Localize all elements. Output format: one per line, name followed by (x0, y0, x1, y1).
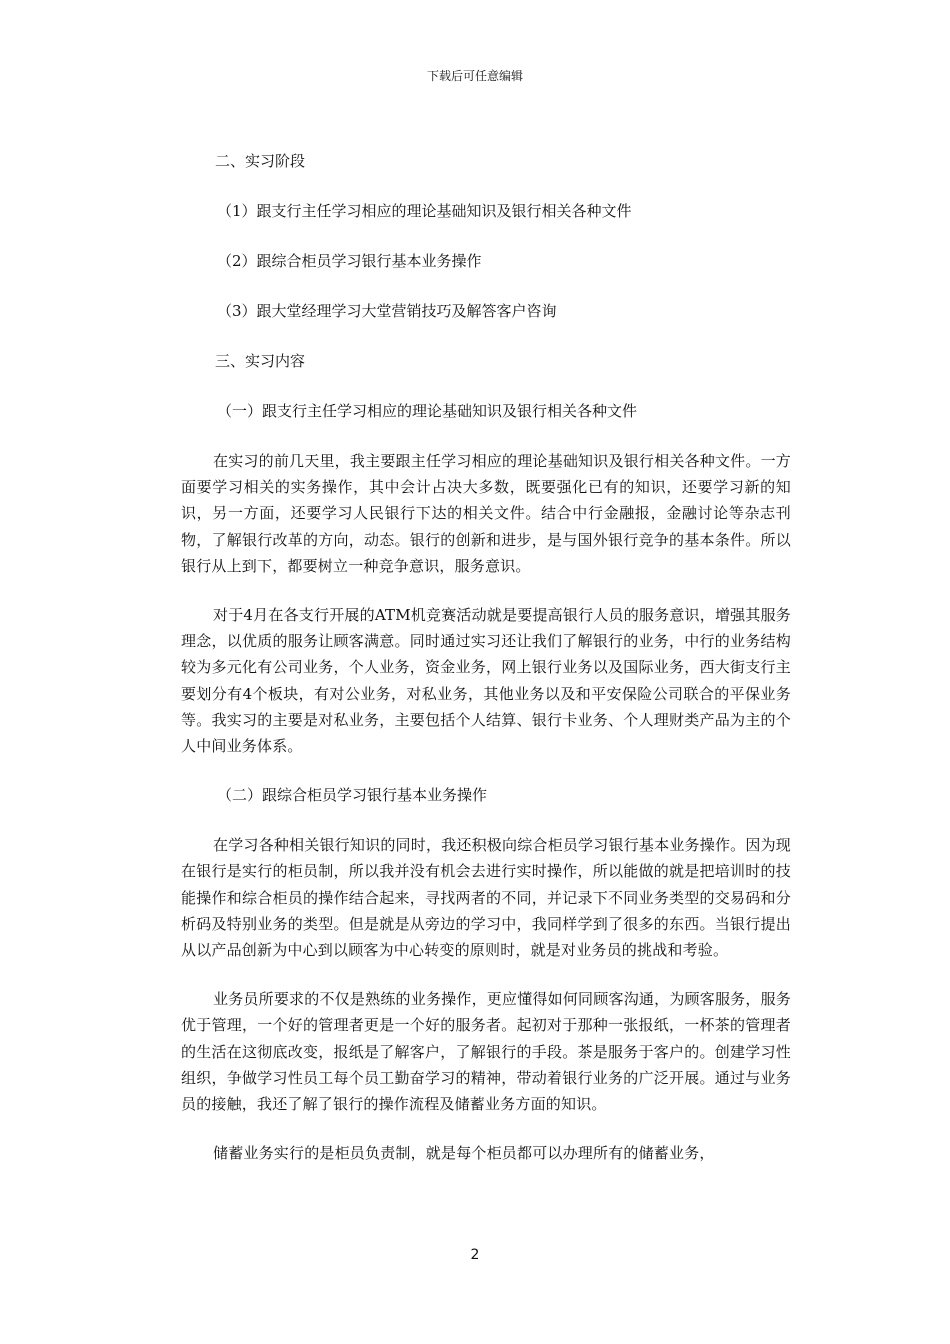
paragraph-4: 业务员所要求的不仅是熟练的业务操作，更应懂得如何同顾客沟通，为顾客服务，服务优于管理，一个好的管理者更是一个好的服务者。起初对于那种一张报纸，一杯茶的管理者的生活在这彻底改变，报纸是了解客户，了解银行的手段。茶是服务于客户的。创建学习性组织，争做学习性员工每个员工勤奋学习的精神，带动着银行业务的广泛开展。通过与业务员的接触，我还了解了银行的操作流程及储蓄业务方面的知识。 (181, 990, 791, 1114)
paragraph-3: 在学习各种相关银行知识的同时，我还积极向综合柜员学习银行基本业务操作。因为现在银行是实行的柜员制，所以我并没有机会去进行实时操作，所以能做的就是把培训时的技能操作和综合柜员的操作结合起来，寻找两者的不同，并记录下不同业务类型的交易码和分析码及特别业务的类型。但是就是从旁边的学习中，我同样学到了很多的东西。当银行提出从以产品创新为中心到以顾客为中心转变的原则时，就是对业务员的挑战和考验。 (181, 836, 791, 960)
header-note: 下载后可任意编辑 (426, 69, 523, 83)
document-body (181, 148, 791, 1189)
subheading-part-2: （二）跟综合柜员学习银行基本业务操作 (217, 786, 488, 805)
page-number: 2 (470, 1247, 480, 1263)
section-heading-internship-stage: 二、实习阶段 (215, 152, 306, 170)
section-heading-internship-content: 三、实习内容 (215, 352, 306, 370)
stage-item-1: （1）跟支行主任学习相应的理论基础知识及银行相关各种文件 (217, 202, 632, 220)
paragraph-5: 储蓄业务实行的是柜员负责制，就是每个柜员都可以办理所有的储蓄业务， (213, 1144, 715, 1163)
paragraph-1: 在实习的前几天里，我主要跟主任学习相应的理论基础知识及银行相关各种文件。一方面要学习相关的实务操作，其中会计占决大多数，既要强化已有的知识，还要学习新的知识，另一方面，还要学习人民银行下达的相关文件。结合中行金融报，金融讨论等杂志刊物，了解银行改革的方向，动态。银行的创新和进步，是与国外银行竞争的基本条件。所以银行从上到下，都要树立一种竞争意识，服务意识。 (181, 452, 791, 575)
stage-item-3: （3）跟大堂经理学习大堂营销技巧及解答客户咨询 (217, 302, 557, 320)
stage-item-2: （2）跟综合柜员学习银行基本业务操作 (217, 252, 482, 270)
subheading-part-1: （一）跟支行主任学习相应的理论基础知识及银行相关各种文件 (217, 402, 638, 420)
paragraph-2: 对于4月在各支行开展的ATM机竞赛活动就是要提高银行人员的服务意识，增强其服务理念，以优质的服务让顾客满意。同时通过实习还让我们了解银行的业务，中行的业务结构较为多元化有公司业务，个人业务，资金业务，网上银行业务以及国际业务，西大街支行主要划分有4个板块，有对公业务，对私业务，其他业务以及和平安保险公司联合的平保业务等。我实习的主要是对私业务，主要包括个人结算、银行卡业务、个人理财类产品为主的个人中间业务体系。 (181, 606, 791, 756)
